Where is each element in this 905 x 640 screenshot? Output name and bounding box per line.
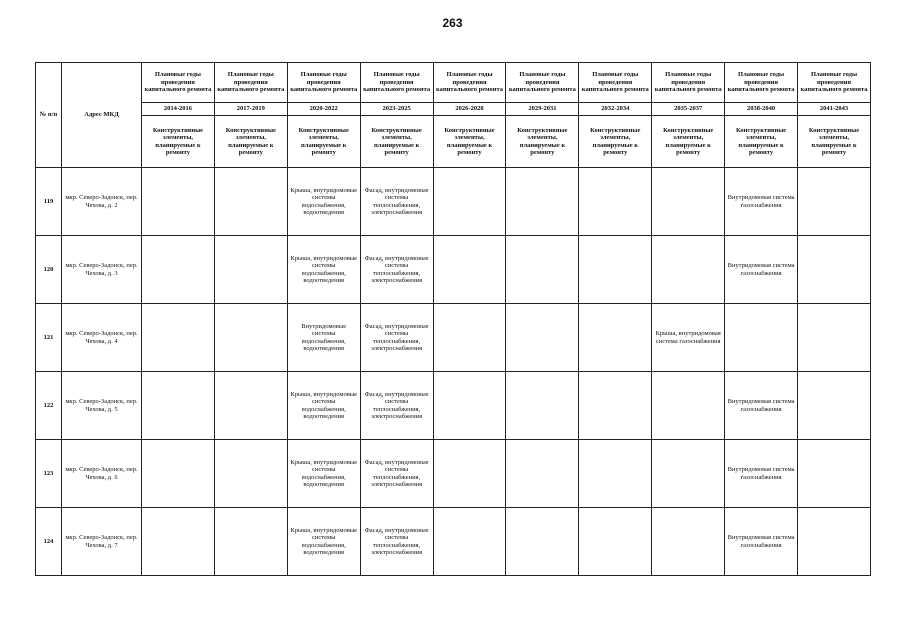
table-cell: Фасад, внутридомовые системы теплоснабжения, электроснабжения: [360, 236, 433, 304]
period-header: Плановые годы проведения капитального ремонта: [287, 63, 360, 103]
table-cell: [506, 236, 579, 304]
table-row: [36, 236, 871, 304]
years-header: 2017-2019: [214, 103, 287, 116]
table-cell: Внутридомовая система газоснабжения: [725, 236, 798, 304]
table-cell: [652, 508, 725, 576]
table-cell: [579, 304, 652, 372]
elements-header: Конструктивные элементы, планируемые к ремонту: [652, 116, 725, 168]
header-row-periods: [36, 63, 871, 103]
table-cell: Фасад, внутридомовые системы теплоснабжения, электроснабжения: [360, 168, 433, 236]
table-cell: [433, 372, 506, 440]
table-cell: [433, 168, 506, 236]
row-address: мкр. Северо-Задонск, пер. Чехова, д. 7: [62, 508, 142, 576]
table-cell: Внутридомовые системы водоснабжения, водоотведения: [287, 304, 360, 372]
table-cell: [214, 372, 287, 440]
table-cell: Фасад, внутридомовые системы теплоснабжения, электроснабжения: [360, 508, 433, 576]
table-row: [36, 168, 871, 236]
table-cell: [142, 168, 215, 236]
table-cell: Внутридомовая система газоснабжения: [725, 372, 798, 440]
elements-header: Конструктивные элементы, планируемые к ремонту: [506, 116, 579, 168]
table-cell: [214, 440, 287, 508]
period-header: Плановые годы проведения капитального ремонта: [506, 63, 579, 103]
elements-header: Конструктивные элементы, планируемые к ремонту: [287, 116, 360, 168]
table-cell: [579, 168, 652, 236]
years-header: 2023-2025: [360, 103, 433, 116]
years-header: 2020-2022: [287, 103, 360, 116]
years-header: 2026-2028: [433, 103, 506, 116]
period-header: Плановые годы проведения капитального ремонта: [214, 63, 287, 103]
header-row-years: [36, 103, 871, 116]
table-cell: Фасад, внутридомовые системы теплоснабжения, электроснабжения: [360, 372, 433, 440]
table-cell: [798, 168, 871, 236]
row-address: мкр. Северо-Задонск, пер. Чехова, д. 4: [62, 304, 142, 372]
table-cell: [142, 508, 215, 576]
table-cell: Внутридомовая система газоснабжения: [725, 168, 798, 236]
period-header: Плановые годы проведения капитального ремонта: [652, 63, 725, 103]
period-header: Плановые годы проведения капитального ремонта: [798, 63, 871, 103]
table-cell: [506, 168, 579, 236]
table-row: [36, 440, 871, 508]
elements-header: Конструктивные элементы, планируемые к ремонту: [433, 116, 506, 168]
table-cell: [214, 236, 287, 304]
period-header: Плановые годы проведения капитального ремонта: [725, 63, 798, 103]
table-cell: [506, 372, 579, 440]
table-cell: [579, 508, 652, 576]
period-header: Плановые годы проведения капитального ремонта: [142, 63, 215, 103]
elements-header: Конструктивные элементы, планируемые к ремонту: [725, 116, 798, 168]
table-cell: [579, 236, 652, 304]
table-cell: Фасад, внутридомовые системы теплоснабжения, электроснабжения: [360, 304, 433, 372]
elements-header: Конструктивные элементы, планируемые к ремонту: [360, 116, 433, 168]
table-cell: [652, 440, 725, 508]
row-address: мкр. Северо-Задонск, пер. Чехова, д. 2: [62, 168, 142, 236]
elements-header: Конструктивные элементы, планируемые к ремонту: [579, 116, 652, 168]
period-header: Плановые годы проведения капитального ремонта: [579, 63, 652, 103]
table-cell: Фасад, внутридомовые системы теплоснабжения, электроснабжения: [360, 440, 433, 508]
years-header: 2038-2040: [725, 103, 798, 116]
elements-header: Конструктивные элементы, планируемые к ремонту: [142, 116, 215, 168]
table-cell: [433, 304, 506, 372]
table-cell: [214, 304, 287, 372]
table-row: [36, 304, 871, 372]
table-cell: [506, 304, 579, 372]
row-number: 121: [36, 304, 62, 372]
table-cell: [652, 168, 725, 236]
table-cell: Крыша, внутридомовые системы водоснабжения, водоотведения: [287, 236, 360, 304]
row-number: 124: [36, 508, 62, 576]
table-cell: [579, 372, 652, 440]
table-cell: [142, 236, 215, 304]
row-address: мкр. Северо-Задонск, пер. Чехова, д. 6: [62, 440, 142, 508]
table-cell: Внутридомовая система газоснабжения: [725, 508, 798, 576]
table-cell: [652, 372, 725, 440]
table-cell: [798, 508, 871, 576]
table-cell: Крыша, внутридомовые системы водоснабжения, водоотведения: [287, 508, 360, 576]
row-number: 119: [36, 168, 62, 236]
page-number: 263: [442, 16, 463, 30]
row-address: мкр. Северо-Задонск, пер. Чехова, д. 5: [62, 372, 142, 440]
row-number: 122: [36, 372, 62, 440]
table-cell: [214, 508, 287, 576]
table-cell: Крыша, внутридомовые системы водоснабжения, водоотведения: [287, 168, 360, 236]
table-cell: [433, 508, 506, 576]
table-cell: [579, 440, 652, 508]
table-row: [36, 372, 871, 440]
column-header-address: Адрес МКД: [62, 63, 142, 168]
table-cell: [652, 236, 725, 304]
header-row-elements: [36, 116, 871, 168]
row-number: 120: [36, 236, 62, 304]
row-address: мкр. Северо-Задонск, пер. Чехова, д. 3: [62, 236, 142, 304]
table-cell: [433, 440, 506, 508]
table-cell: [798, 440, 871, 508]
period-header: Плановые годы проведения капитального ремонта: [360, 63, 433, 103]
elements-header: Конструктивные элементы, планируемые к ремонту: [798, 116, 871, 168]
table-cell: [142, 304, 215, 372]
table-cell: [798, 304, 871, 372]
table-cell: [725, 304, 798, 372]
table-row: [36, 508, 871, 576]
column-header-number: № п/п: [36, 63, 62, 168]
repair-schedule-table: [35, 62, 871, 576]
table-cell: [142, 440, 215, 508]
table-cell: [214, 168, 287, 236]
table-cell: [798, 236, 871, 304]
table-cell: [506, 440, 579, 508]
table-cell: [142, 372, 215, 440]
years-header: 2014-2016: [142, 103, 215, 116]
years-header: 2041-2043: [798, 103, 871, 116]
row-number: 123: [36, 440, 62, 508]
table-cell: [798, 372, 871, 440]
table-cell: [433, 236, 506, 304]
table-cell: [506, 508, 579, 576]
years-header: 2035-2037: [652, 103, 725, 116]
period-header: Плановые годы проведения капитального ремонта: [433, 63, 506, 103]
years-header: 2032-2034: [579, 103, 652, 116]
table-cell: Крыша, внутридомовая система газоснабжения: [652, 304, 725, 372]
years-header: 2029-2031: [506, 103, 579, 116]
table-cell: Внутридомовая система газоснабжения: [725, 440, 798, 508]
elements-header: Конструктивные элементы, планируемые к ремонту: [214, 116, 287, 168]
table-cell: Крыша, внутридомовые системы водоснабжения, водоотведения: [287, 372, 360, 440]
table-cell: Крыша, внутридомовые системы водоснабжения, водоотведения: [287, 440, 360, 508]
